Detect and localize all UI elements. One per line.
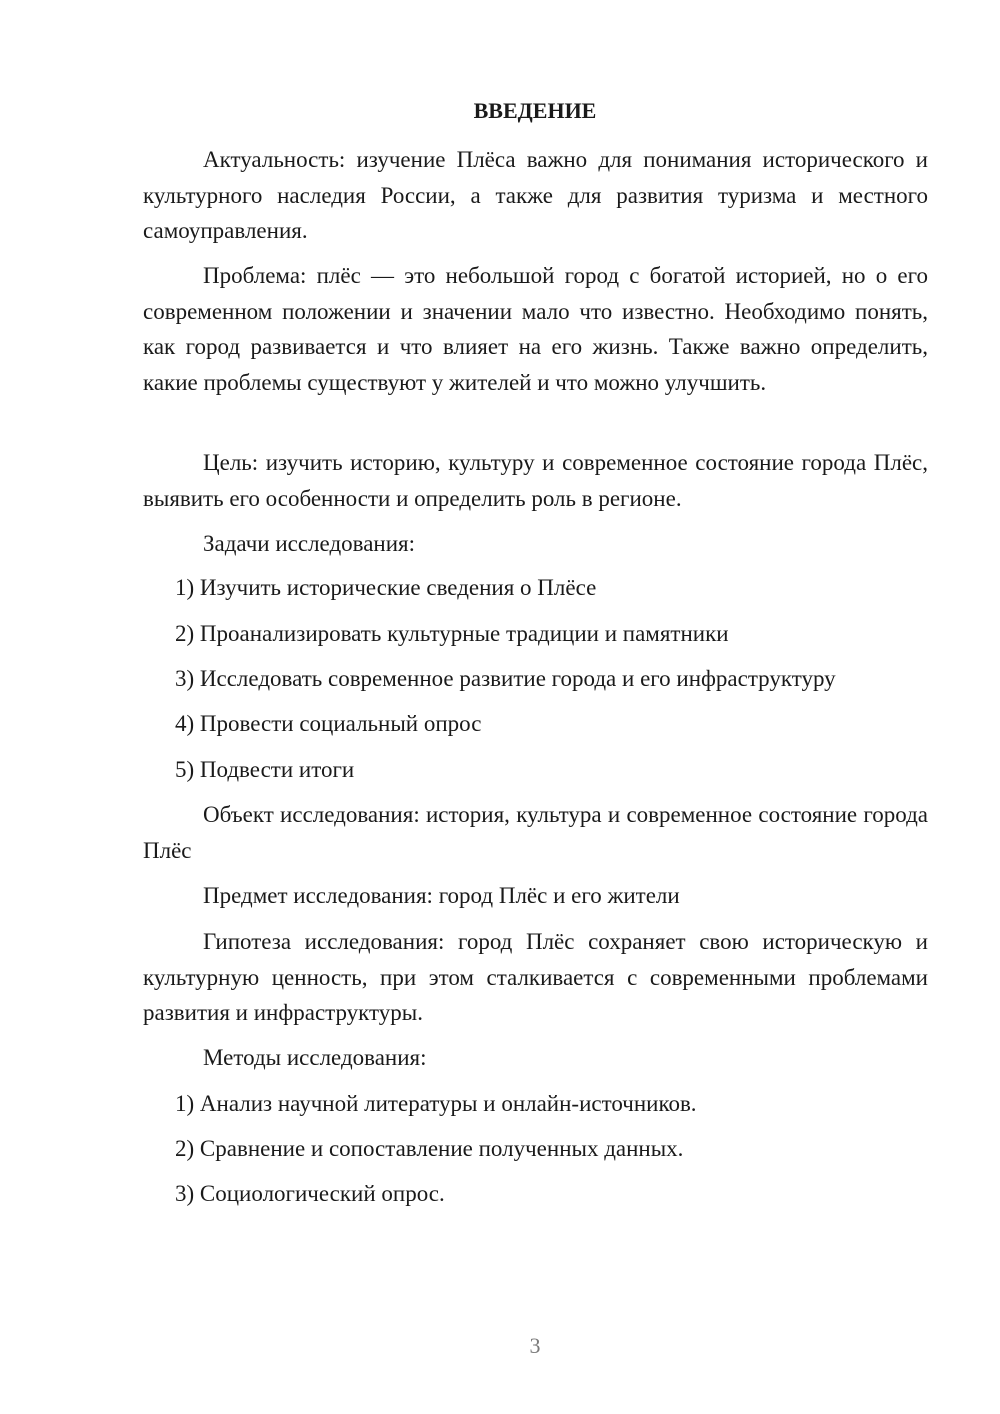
problem-paragraph: Проблема: плёс — это небольшой город с богатой историей, но о его современном положении и значении мало что известно. Необходимо понять, как город развивается и что влияет на его жизнь. Также важно определить, какие проблемы существуют у жителей и что можно улучшить. <box>143 263 928 395</box>
tasks-heading: Задачи исследования: <box>203 531 416 556</box>
task-item-1: 1) Изучить исторические сведения о Плёсе <box>175 575 597 600</box>
task-item-2: 2) Проанализировать культурные традиции и памятники <box>175 621 729 646</box>
relevance-paragraph: Актуальность: изучение Плёса важно для понимания исторического и культурного наследия России, а также для развития туризма и местного самоуправления. <box>143 147 928 243</box>
task-item-3: 3) Исследовать современное развитие города и его инфраструктуру <box>175 666 836 691</box>
object-paragraph: Объект исследования: история, культура и современное состояние города Плёс <box>143 802 928 863</box>
task-item-4: 4) Провести социальный опрос <box>175 711 482 736</box>
method-item-2: 2) Сравнение и сопоставление полученных данных. <box>175 1136 684 1161</box>
goal-paragraph: Цель: изучить историю, культуру и современное состояние города Плёс, выявить его особенности и определить роль в регионе. <box>143 450 928 511</box>
page-number: 3 <box>529 1333 541 1358</box>
page-title: ВВЕДЕНИЕ <box>473 98 597 123</box>
hypothesis-paragraph: Гипотеза исследования: город Плёс сохраняет свою историческую и культурную ценность, при этом сталкивается с современными проблемами развития и инфраструктуры. <box>143 929 928 1025</box>
method-item-3: 3) Социологический опрос. <box>175 1181 445 1206</box>
task-item-5: 5) Подвести итоги <box>175 757 355 782</box>
subject-paragraph: Предмет исследования: город Плёс и его жители <box>203 883 680 908</box>
method-item-1: 1) Анализ научной литературы и онлайн-источников. <box>175 1091 697 1116</box>
methods-heading: Методы исследования: <box>203 1045 427 1070</box>
